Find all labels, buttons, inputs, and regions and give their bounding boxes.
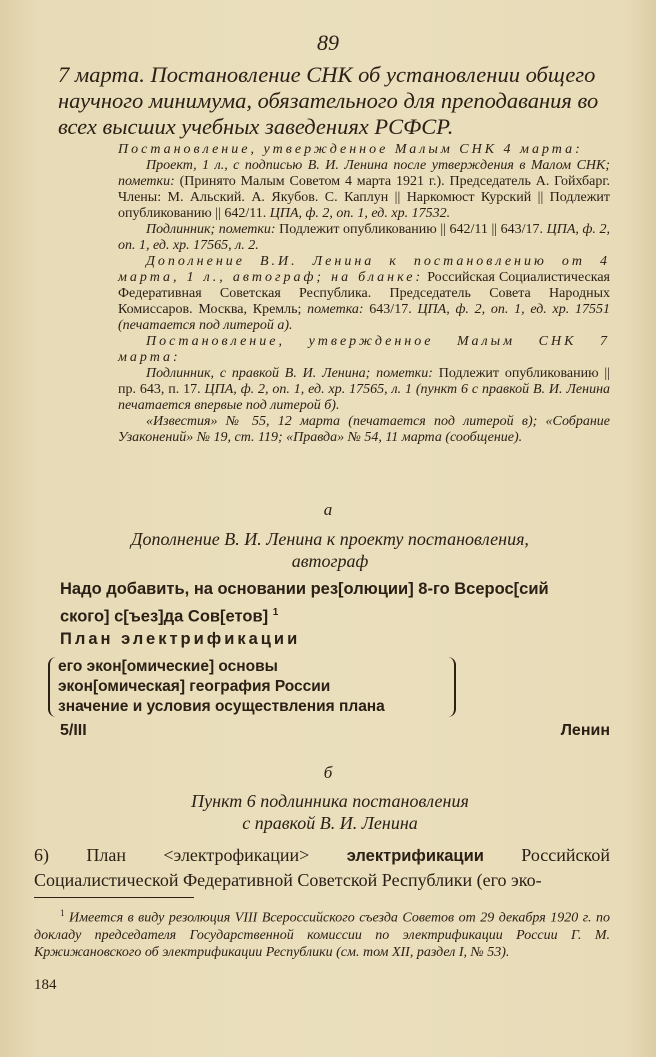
signature: Ленин xyxy=(560,722,610,739)
lenin-addition-text xyxy=(60,578,610,629)
section-letter-a: а xyxy=(323,500,333,519)
page-number: 184 xyxy=(34,977,57,993)
clause-6-rest: Российской Социалистической Федеративной Советской Республики (его эко- xyxy=(34,845,610,890)
footnote-ref: 1 xyxy=(272,607,279,618)
record-3-desc: Дополнение В.И. Ленина к постановлению от 4 марта, 1 л., автограф; на бланке: xyxy=(118,254,610,285)
section-a-heading xyxy=(60,528,600,572)
date: 5/III xyxy=(60,722,87,739)
footnote-rule xyxy=(34,897,194,898)
record-3-mark-label: пометка: xyxy=(307,302,364,317)
record-2 xyxy=(118,222,610,254)
clause-6 xyxy=(34,843,610,892)
record-1-notes: (Принято Малым Советом 4 марта 1921 г.). Председатель А. Гойхбарг. Члены: М. Альский. А. Якубов. С. Каплун || Наркомюст Курский || Подлежит опубликованию || 642/11. xyxy=(118,174,610,221)
footnote-body: Имеется в виду резолюция VIII Всероссийского съезда Советов от 29 декабря 1920 г. по докладу председателя Государственной комиссии по электрификации России Г. М. Кржижановского об электрификации Республики (см. том XII, раздел I, № 53). xyxy=(34,910,610,960)
record-3-archive: ЦПА, ф. 2, оп. 1, ед. хр. 17551 (печатается под литерой а). xyxy=(118,302,610,333)
footnote xyxy=(34,905,610,961)
record-5-notes: Подлежит опубликованию || пр. 643, п. 17. xyxy=(118,366,610,397)
footnote-text xyxy=(34,905,610,961)
section-a-heading-line1: Дополнение В. И. Ленина к проекту постановления, xyxy=(131,529,529,549)
footnote-mark: 1 xyxy=(60,908,65,918)
plan-item-1: его экон[омические] основы xyxy=(58,658,278,675)
record-5-archive: ЦПА, ф. 2, оп. 1, ед. хр. 17565, л. 1 (пункт 6 с правкой В. И. Ленина печатается впервые под литерой б). xyxy=(118,382,611,413)
record-2-archive: ЦПА, ф. 2, оп. 1, ед. хр. 17565, л. 2. xyxy=(118,222,610,253)
section-b-heading-line2: с правкой В. И. Ленина xyxy=(242,813,418,833)
record-5 xyxy=(118,366,610,414)
record-1-desc: Проект, 1 л., с подписью В. И. Ленина после утверждения в Малом СНК; пометки: xyxy=(118,158,610,189)
clause-6-start: 6) План <электрофикации> xyxy=(34,845,347,865)
record-1-archive: ЦПА, ф. 2, оп. 1, ед. хр. 17532. xyxy=(269,206,451,221)
record-6: «Известия» № 55, 12 марта (печатается под литерой в); «Собрание Узаконений» № 19, ст. 119; «Правда» № 54, 11 марта (сообщение). xyxy=(118,414,610,445)
record-4-heading: Постановление, утвержденное Малым СНК 7 марта: xyxy=(118,334,610,365)
record-5-desc: Подлинник, с правкой В. И. Ленина; пометки: xyxy=(146,366,433,381)
clause-6-bold: электрификации xyxy=(346,847,484,865)
entry-title: 7 марта. Постановление СНК об установлении общего научного минимума, обязательного для преподавания во всех высших учебных заведениях РСФСР. xyxy=(58,62,599,139)
section-a-heading-line2: автограф xyxy=(291,551,369,571)
addition-line-2-text: ского] с[ъез]да Сов[етов] xyxy=(60,607,269,626)
plan-items-braced xyxy=(48,657,456,717)
clause-6-text xyxy=(34,843,610,892)
section-b-heading xyxy=(60,790,600,834)
record-3 xyxy=(118,254,610,334)
record-3-notes: Российская Социалистическая Федеративная Советская Республика. Председатель Совета Народных Комиссаров. Москва, Кремль; xyxy=(118,270,610,317)
section-letter-b: б xyxy=(323,763,333,782)
archival-records xyxy=(118,142,610,446)
plan-item-3: значение и условия осуществления плана xyxy=(58,698,385,715)
section-b-heading-line1: Пункт 6 подлинника постановления xyxy=(191,791,469,811)
running-folio: 89 xyxy=(317,30,339,55)
record-1-heading: Постановление, утвержденное Малым СНК 4 марта: xyxy=(118,142,583,157)
record-1 xyxy=(118,158,610,222)
record-3-mark: 643/17. xyxy=(363,302,418,317)
plan-item-2: экон[омическая] география России xyxy=(58,678,331,695)
record-2-notes: Подлежит опубликованию || 642/11 || 643/17. xyxy=(275,222,547,237)
record-2-desc: Подлинник; пометки: xyxy=(146,222,276,237)
date-signature-row xyxy=(60,722,610,740)
plan-title: План электрификации xyxy=(60,630,301,648)
addition-line-2 xyxy=(60,601,610,629)
addition-line-1: Надо добавить, на основании рез[олюции] 8-го Всерос[сий xyxy=(60,580,549,598)
